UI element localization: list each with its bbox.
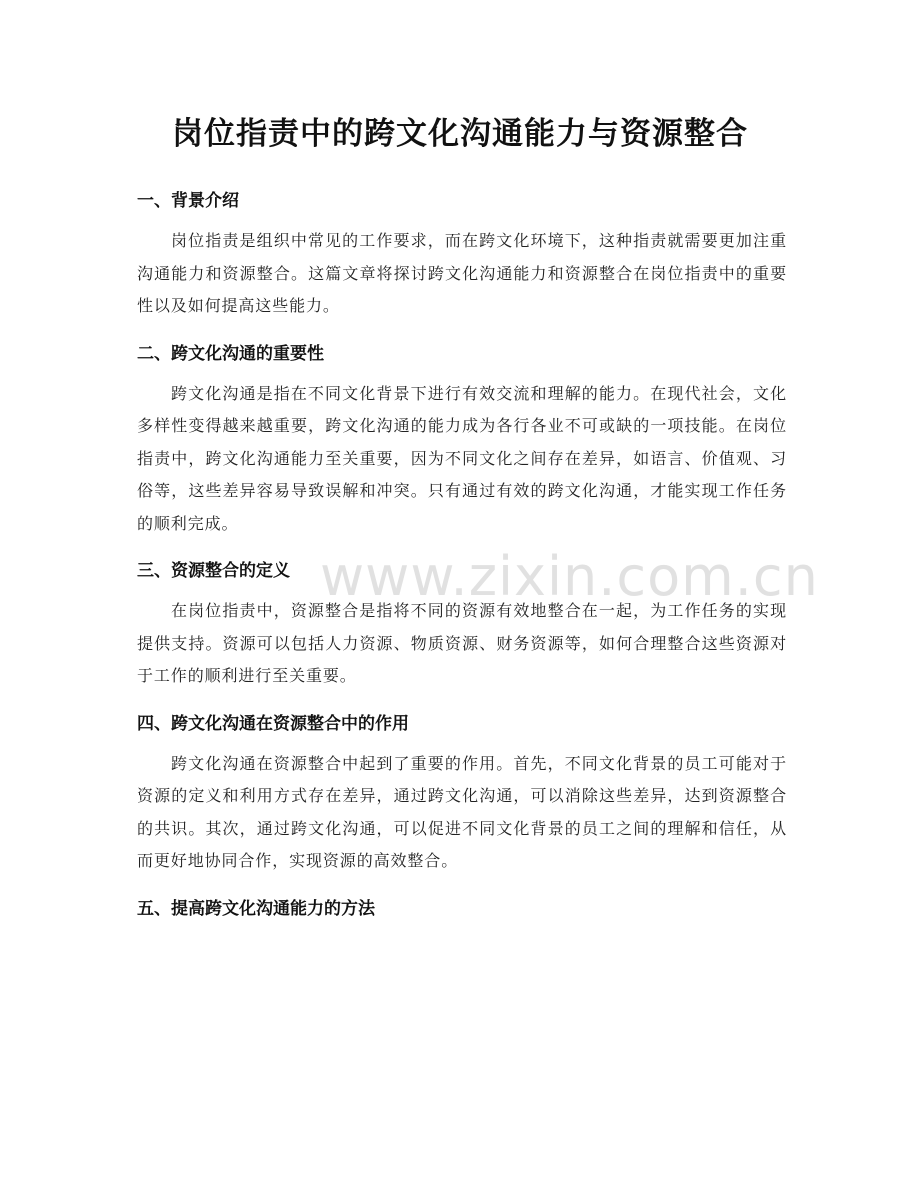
section-heading-5: 五、提高跨文化沟通能力的方法	[137, 898, 375, 919]
section-paragraph-2: 跨文化沟通是指在不同文化背景下进行有效交流和理解的能力。在现代社会，文化多样性变得越来越重要，跨文化沟通的能力成为各行各业不可或缺的一项技能。在岗位指责中，跨文化沟通能力至关重要，因为不同文化之间存在差异，如语言、价值观、习俗等，这些差异容易导致误解和冲突。只有通过有效的跨文化沟通，才能实现工作任务的顺利完成。	[137, 383, 787, 533]
section-paragraph-4: 跨文化沟通在资源整合中起到了重要的作用。首先，不同文化背景的员工可能对于资源的定义和利用方式存在差异，通过跨文化沟通，可以消除这些差异，达到资源整合的共识。其次，通过跨文化沟通，可以促进不同文化背景的员工之间的理解和信任，从而更好地协同合作，实现资源的高效整合。	[137, 753, 787, 870]
watermark-text: www.zixin.com.cn	[320, 545, 819, 608]
section-heading-2: 二、跨文化沟通的重要性	[137, 343, 324, 364]
section-paragraph-1: 岗位指责是组织中常见的工作要求，而在跨文化环境下，这种指责就需要更加注重沟通能力和资源整合。这篇文章将探讨跨文化沟通能力和资源整合在岗位指责中的重要性以及如何提高这些能力。	[137, 231, 787, 315]
section-paragraph-3: 在岗位指责中，资源整合是指将不同的资源有效地整合在一起，为工作任务的实现提供支持。资源可以包括人力资源、物质资源、财务资源等，如何合理整合这些资源对于工作的顺利进行至关重要。	[137, 601, 787, 685]
section-heading-4: 四、跨文化沟通在资源整合中的作用	[137, 713, 409, 734]
section-heading-1: 一、背景介绍	[137, 191, 239, 211]
section-heading-3: 三、资源整合的定义	[137, 561, 290, 581]
page-title: 岗位指责中的跨文化沟通能力与资源整合	[172, 116, 748, 152]
